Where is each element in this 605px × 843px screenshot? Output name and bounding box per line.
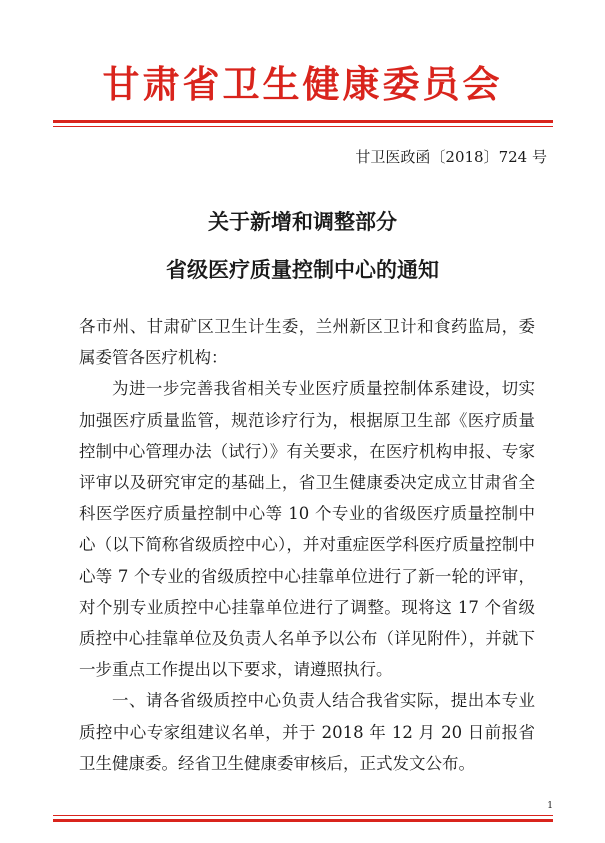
letterhead-rule-top [53,120,553,123]
body-paragraph-1: 为进一步完善我省相关专业医疗质量控制体系建设，切实加强医疗质量监管，规范诊疗行为，根据原卫生部《医疗质量控制中心管理办法（试行）》有关要求，在医疗机构申报、专家评审以及研究审定的基础上，省卫生健康委决定成立甘肃省全科医学医疗质量控制中心等 10 个专业的省级医疗质量控制中心（以下简称省级质控中心），并对重症医学科医疗质量控制中心等 7 个专业的省级质控中心挂靠单位进行了新一轮的评审，对个别专业质控中心挂靠单位进行了调整。现将这 17 个省级质控中心挂靠单位及负责人名单予以公布（详见附件），并就下一步重点工作提出以下要求，请遵照执行。 [79,379,535,680]
document-body [79,311,535,779]
footer-rule-bottom [53,819,553,822]
document-title-line-1: 关于新增和调整部分 [208,210,397,234]
body-paragraph-2: 一、请各省级质控中心负责人结合我省实际，提出本专业质控中心专家组建议名单，并于 2018 年 12 月 20 日前报省卫生健康委。经省卫生健康委审核后，正式发文公布。 [79,691,535,773]
document-title-line-2: 省级医疗质量控制中心的通知 [166,258,439,282]
footer-rule-top [53,815,553,816]
letterhead-org-name: 甘肃省卫生健康委员会 [102,63,503,106]
document-number: 甘卫医政函〔2018〕724 号 [355,148,547,166]
letterhead-rule-bottom [53,126,553,127]
page-number: 1 [547,801,553,811]
addressee-paragraph: 各市州、甘肃矿区卫生计生委，兰州新区卫计和食药监局，委属委管各医疗机构： [79,317,535,368]
